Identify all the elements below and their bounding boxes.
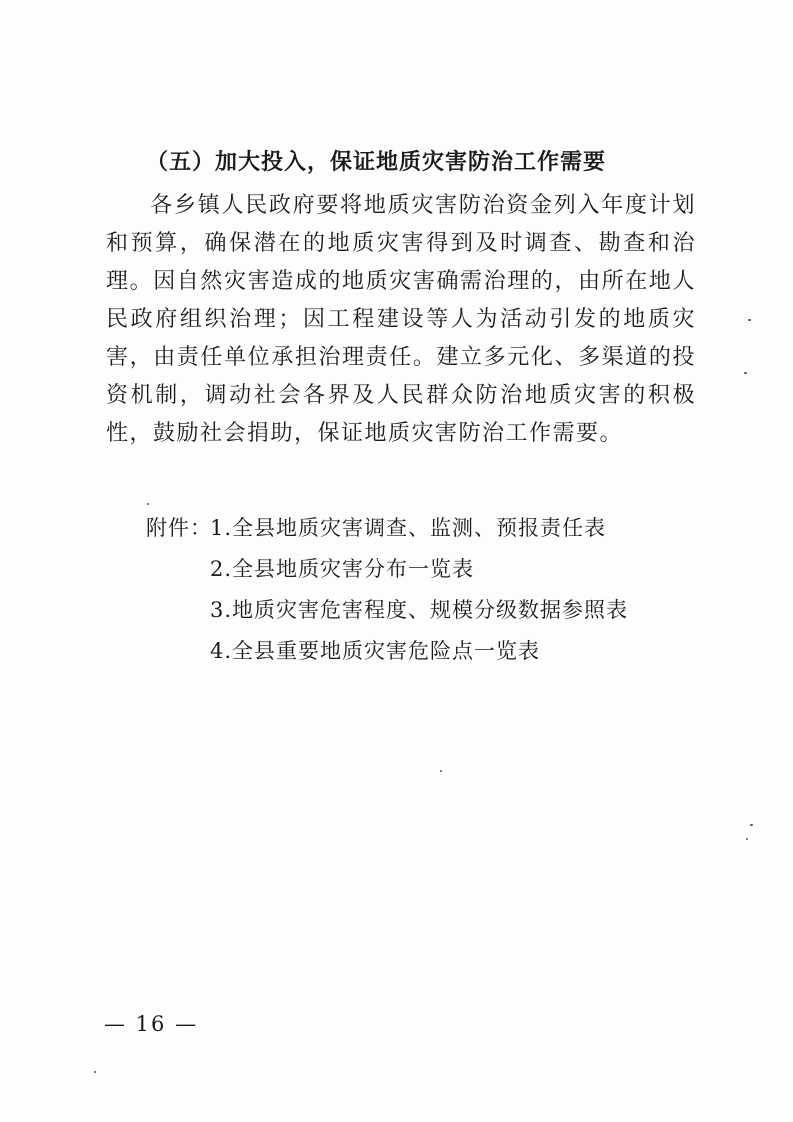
attachments-label: 附件：: [146, 516, 212, 540]
attachment-row: [146, 549, 628, 590]
attachment-row: [146, 590, 628, 631]
scan-speck: [748, 319, 751, 321]
paragraph-text: 各乡镇人民政府要将地质灾害防治资金列入年度计划和预算，确保潜在的地质灾害得到及时调查、勘查和治理。因自然灾害造成的地质灾害确需治理的，由所在地人民政府组织治理；因工程建设等人为活动引发的地质灾害，由责任单位承担治理责任。建立多元化、多渠道的投资机制，调动社会各界及人民群众防治地质灾害的积极性，鼓励社会捐助，保证地质灾害防治工作需要。: [106, 193, 696, 446]
scan-speck: [440, 770, 442, 772]
scan-speck: [744, 372, 747, 374]
scan-speck: [94, 1071, 96, 1073]
attachment-item: 3.地质灾害危害程度、规模分级数据参照表: [210, 598, 629, 622]
attachment-item: 4.全县重要地质灾害危险点一览表: [210, 639, 541, 663]
scan-speck: [746, 838, 748, 840]
attachment-indent: [146, 590, 210, 631]
body-paragraph: [106, 187, 696, 453]
attachment-indent: [146, 549, 210, 590]
attachments-list: [146, 508, 628, 672]
section-heading: （五）加大投入，保证地质灾害防治工作需要: [146, 149, 607, 175]
attachment-indent: [146, 631, 210, 672]
page-number: — 16 —: [104, 1012, 199, 1036]
attachment-row: [146, 631, 628, 672]
scan-speck: [750, 824, 753, 826]
attachment-item: 2.全县地质灾害分布一览表: [210, 557, 475, 581]
attachment-item: 1.全县地质灾害调查、监测、预报责任表: [210, 516, 607, 540]
scan-speck: [147, 503, 149, 505]
attachment-row: [146, 508, 628, 549]
